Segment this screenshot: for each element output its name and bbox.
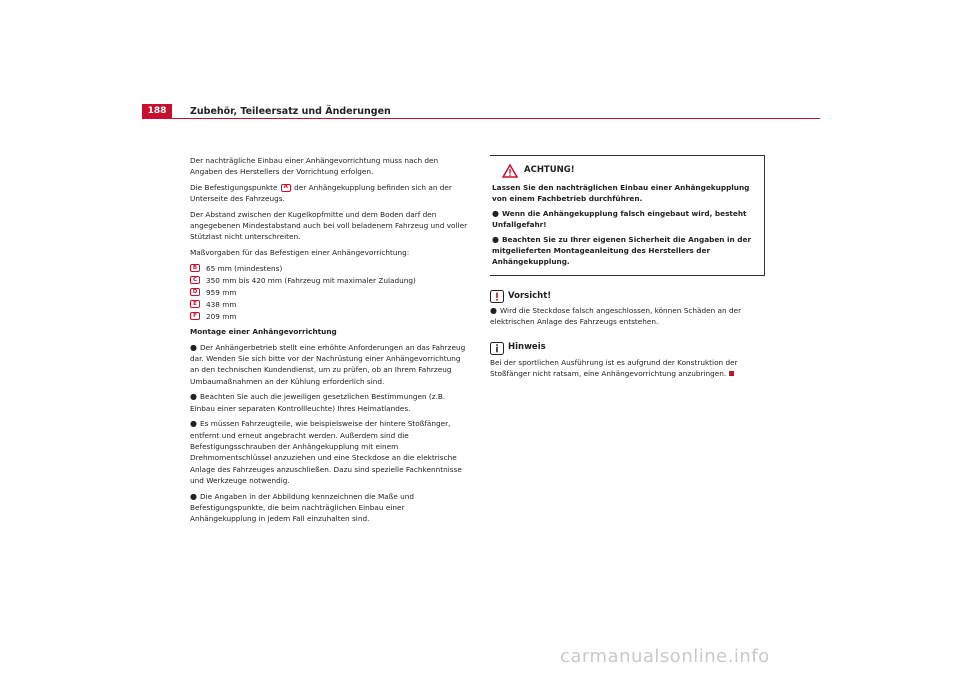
intro-paragraph: Der nachträgliche Einbau einer Anhängevorrichtung muss nach den Angaben des Herstellers der Vorrichtung erfolgen.: [190, 156, 439, 177]
ref-tag-e: E: [190, 300, 200, 308]
bullet-icon: ●: [190, 342, 197, 352]
bullet-icon: ●: [190, 419, 197, 429]
bullet-item: [190, 491, 470, 525]
left-column: [190, 155, 470, 529]
ref-tag-c: C: [190, 276, 200, 284]
warning-line: Lassen Sie den nachträglichen Einbau einer Anhängekupplung von einem Fachbetrieb durchführen.: [492, 183, 750, 204]
dimension-value: 438 mm: [206, 299, 237, 309]
warning-triangle-icon: [502, 164, 518, 178]
bullet-item: [190, 418, 470, 486]
warning-box: [490, 155, 765, 276]
dimension-item: [190, 286, 470, 298]
note-title: Hinweis: [508, 342, 546, 353]
end-marker-icon: [729, 371, 734, 376]
caution-title: Vorsicht!: [508, 290, 552, 301]
info-icon: [490, 342, 504, 355]
dimension-value: 350 mm bis 420 mm (Fahrzeug mit maximaler Zuladung): [206, 275, 416, 285]
bullet-item: [190, 342, 470, 388]
bullet-icon: ●: [190, 491, 197, 501]
header-rule: [142, 118, 820, 119]
warning-line-text: Beachten Sie zu Ihrer eigenen Sicherheit die Angaben in der mitgelieferten Montageanleitung des Herstellers der Anhängekupplung.: [492, 234, 752, 267]
warning-line-text: Wenn die Anhängekupplung falsch eingebaut wird, besteht Unfallgefahr!: [492, 208, 747, 230]
dimension-list: [190, 262, 470, 322]
note-text: [490, 357, 765, 380]
watermark: carmanualsonline.info: [560, 646, 770, 667]
bullet-text: Der Anhängerbetrieb stellt eine erhöhte Anforderungen an das Fahrzeug dar. Wenden Sie sich bitte vor der Nachrüstung einer Anhängevorrichtung an den technischen Kundendienst, um zu prüfen, ob an Ihrem Fahrzeug Umbaumaßnahmen an der Kühlung erforderlich sind.: [190, 342, 466, 386]
warning-header: [492, 160, 760, 182]
bullet-icon: ●: [492, 234, 499, 244]
caution-icon: [490, 290, 504, 303]
bullet-icon: ●: [190, 392, 197, 402]
caution-text-content: Wird die Steckdose falsch angeschlossen, können Schäden an der elektrischen Anlage des Fahrzeugs entstehen.: [490, 305, 742, 327]
bullet-item: [190, 391, 470, 414]
dimension-item: [190, 298, 470, 310]
bullet-icon: ●: [490, 305, 497, 315]
bullet-text: Es müssen Fahrzeugteile, wie beispielsweise der hintere Stoßfänger, entfernt und erneut angebracht werden. Außerdem sind die Befestigungsschrauben der Anhängekupplung mit einem Drehmomentschlüssel anzuziehen und eine Steckdose an die elektrische Anlage des Fahrzeuges anzuschließen. Dazu sind spezielle Fachkenntnisse und Werkzeuge notwendig.: [190, 419, 462, 486]
ref-tag-d: D: [190, 288, 200, 296]
warning-line: [492, 234, 760, 268]
caution-header: [490, 290, 765, 303]
bullet-text: Beachten Sie auch die jeweiligen gesetzlichen Bestimmungen (z.B. Einbau einer separaten Kontrollleuchte) Ihres Heimatlandes.: [190, 392, 446, 413]
note-text-content: Bei der sportlichen Ausführung ist es aufgrund der Konstruktion der Stoßfänger nicht ratsam, eine Anhängevorrichtung anzubringen.: [490, 357, 738, 379]
ref-tag-f: F: [190, 312, 200, 320]
mounting-points-paragraph: [190, 182, 470, 205]
dimension-value: 65 mm (mindestens): [206, 263, 283, 273]
page-number: 188: [142, 104, 172, 119]
caution-text: [490, 305, 765, 328]
bullet-icon: ●: [492, 208, 499, 218]
dimension-item: [190, 274, 470, 286]
dimension-value: 209 mm: [206, 311, 237, 321]
dimension-value: 959 mm: [206, 287, 237, 297]
dimension-item: [190, 262, 470, 274]
ref-tag-a: A: [281, 184, 291, 192]
mounting-text-end: der Anhängekupplung befinden sich an der Unterseite des Fahrzeugs.: [190, 182, 452, 204]
mounting-text-start: Die Befestigungspunkte: [190, 182, 278, 192]
warning-title: ACHTUNG!: [524, 165, 575, 176]
right-column: [490, 155, 765, 379]
chapter-title: Zubehör, Teileersatz und Änderungen: [190, 106, 391, 117]
note-header: [490, 342, 765, 355]
section-subheading: Montage einer Anhängevorrichtung: [190, 327, 337, 337]
bullet-text: Die Angaben in der Abbildung kennzeichnen die Maße und Befestigungspunkte, die beim nachträglichen Einbau einer Anhängekupplung in jedem Fall einzuhalten sind.: [190, 491, 415, 524]
ref-tag-b: B: [190, 264, 200, 272]
distance-paragraph: Der Abstand zwischen der Kugelkopfmitte und dem Boden darf den angegebenen Mindestabstand auch bei voll beladenem Fahrzeug und voller Stützlast nicht unterschreiten.: [190, 209, 468, 242]
dimension-item: [190, 310, 470, 322]
dimensions-intro: Maßvorgaben für das Befestigen einer Anhängevorrichtung:: [190, 247, 410, 257]
warning-line: [492, 208, 760, 231]
